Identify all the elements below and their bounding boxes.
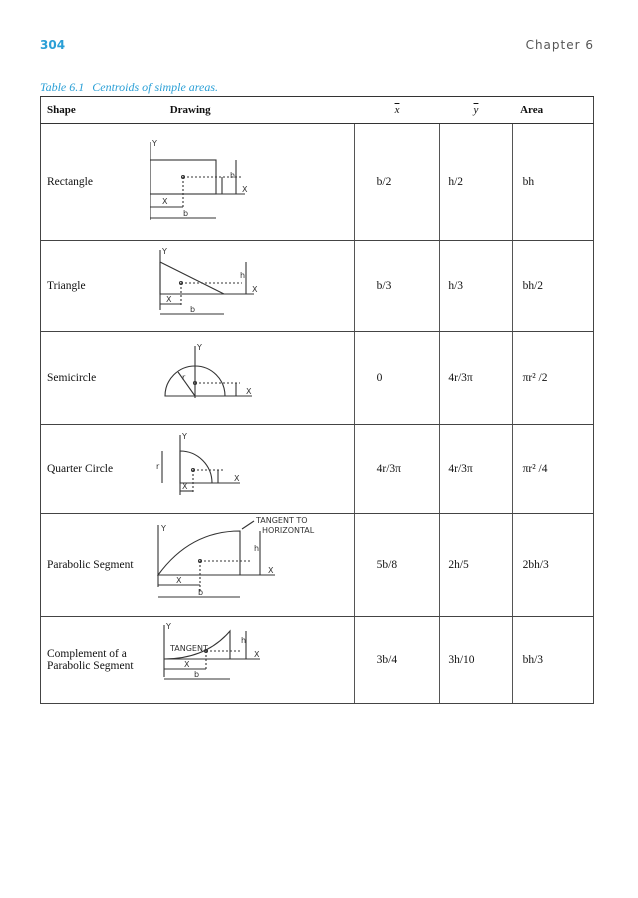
table-caption [40, 80, 218, 95]
table-header-row [41, 97, 594, 124]
header-area: Area [512, 97, 593, 124]
table-number: Table 6.1 [40, 80, 85, 94]
quarter-circle-drawing [150, 425, 354, 514]
svg-text:TANGENT TO: TANGENT TO [255, 517, 308, 525]
centroid-x: b/2 [354, 124, 440, 241]
svg-text:Y: Y [165, 622, 171, 631]
svg-text:h: h [253, 544, 259, 553]
svg-text:Y: Y [161, 247, 167, 256]
shape-name: Complement of a Parabolic Segment [41, 617, 150, 704]
svg-text:r: r [155, 462, 160, 471]
centroid-x: 3b/4 [354, 617, 440, 704]
svg-text:b: b [189, 305, 195, 314]
header-shape: Shape [41, 97, 150, 124]
svg-text:Y: Y [196, 343, 202, 352]
svg-text:b: b [197, 588, 203, 597]
triangle-drawing [150, 241, 354, 332]
centroid-y: 4r/3π [440, 332, 512, 425]
rectangle-drawing [150, 124, 354, 241]
table-row [41, 617, 594, 704]
svg-text:X: X [267, 566, 274, 575]
table-row [41, 514, 594, 617]
centroid-x: 4r/3π [354, 425, 440, 514]
svg-text:Y: Y [160, 524, 166, 533]
shape-name: Semicircle [41, 332, 150, 425]
area-formula: bh/2 [512, 241, 593, 332]
area-formula: 2bh/3 [512, 514, 593, 617]
svg-text:X: X [241, 185, 248, 194]
svg-text:h: h [240, 636, 246, 645]
shape-name: Parabolic Segment [41, 514, 150, 617]
centroid-y: 4r/3π [440, 425, 512, 514]
semicircle-drawing [150, 332, 354, 425]
svg-text:h: h [239, 271, 245, 280]
area-formula: πr² /2 [512, 332, 593, 425]
svg-text:X: X [245, 387, 252, 396]
table-row [41, 241, 594, 332]
svg-text:r: r [181, 373, 186, 382]
table-title: Centroids of simple areas. [92, 80, 219, 94]
header-y-bar: $\overline{y}$ [440, 97, 512, 124]
page-number: 304 [40, 38, 66, 52]
svg-text:X: X [251, 285, 258, 294]
svg-text:TANGENT: TANGENT [169, 644, 208, 653]
table-row [41, 425, 594, 514]
centroid-y: 3h/10 [440, 617, 512, 704]
svg-text:X: X [175, 576, 182, 585]
area-formula: bh [512, 124, 593, 241]
shape-name: Triangle [41, 241, 150, 332]
complement-parabolic-drawing [150, 617, 354, 704]
svg-text:b: b [182, 209, 188, 218]
svg-text:X: X [165, 295, 172, 304]
shape-name: Quarter Circle [41, 425, 150, 514]
svg-text:X: X [161, 197, 168, 206]
header-x-bar: $\overline{x}$ [354, 97, 440, 124]
parabolic-segment-drawing [150, 514, 354, 617]
centroid-y: h/3 [440, 241, 512, 332]
centroid-x: b/3 [354, 241, 440, 332]
centroid-table [40, 96, 594, 704]
svg-text:Y: Y [181, 432, 187, 441]
table-row [41, 124, 594, 241]
svg-text:X: X [233, 474, 240, 483]
svg-text:X: X [183, 660, 190, 669]
svg-text:Y: Y [151, 139, 157, 148]
centroid-x: 0 [354, 332, 440, 425]
area-formula: πr² /4 [512, 425, 593, 514]
centroid-x: 5b/8 [354, 514, 440, 617]
svg-text:X: X [181, 482, 188, 491]
table-row [41, 332, 594, 425]
shape-name: Rectangle [41, 124, 150, 241]
area-formula: bh/3 [512, 617, 593, 704]
svg-text:h: h [229, 171, 235, 180]
svg-text:b: b [193, 670, 199, 679]
svg-text:X: X [253, 650, 260, 659]
svg-text:HORIZONTAL: HORIZONTAL [261, 526, 314, 535]
centroid-y: 2h/5 [440, 514, 512, 617]
chapter-label: Chapter 6 [525, 38, 594, 52]
header-drawing: Drawing [150, 97, 354, 124]
centroid-y: h/2 [440, 124, 512, 241]
